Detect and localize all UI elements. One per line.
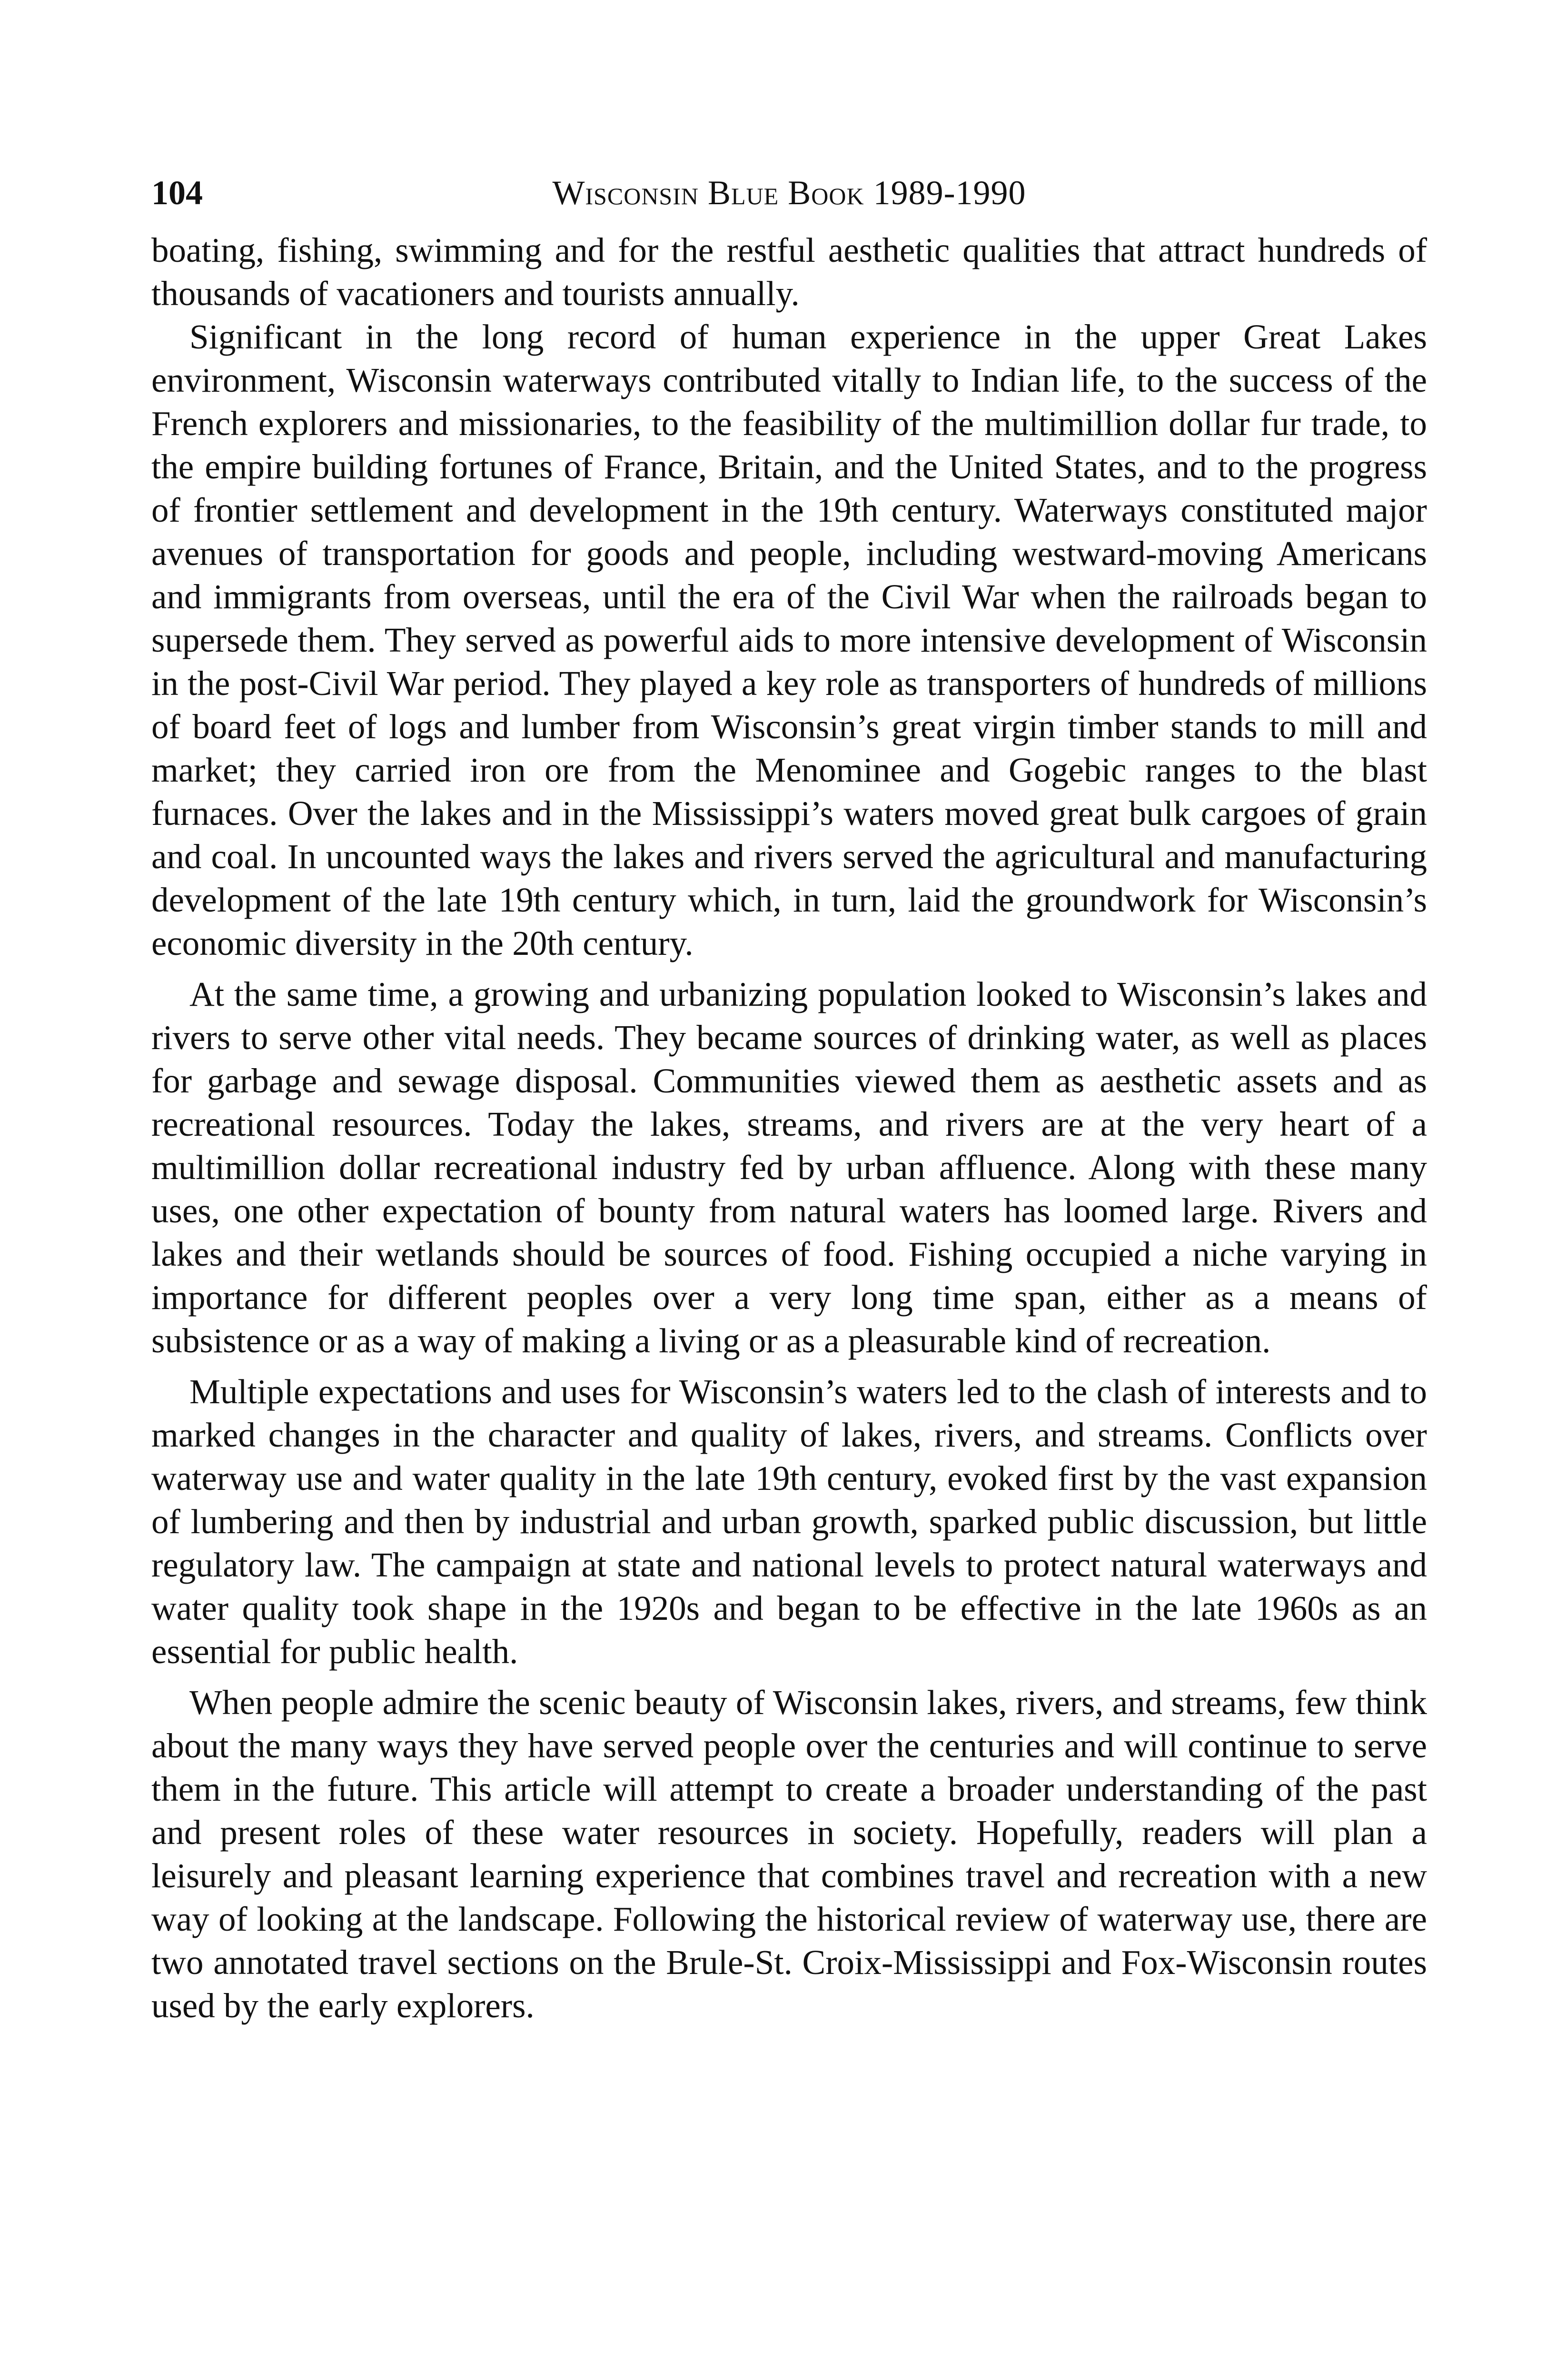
- paragraph-scenic-beauty: When people admire the scenic beauty of Wisconsin lakes, rivers, and streams, few think about the many ways they have served people over the centuries and will continue to serve them in the future. This article will attempt to create a broader understanding of the past and present roles of these water resources in society. Hopefully, readers will plan a leisurely and pleasant learning experience that combines travel and recreation with a new way of looking at the landscape. Following the historical review of waterway use, there are two annotated travel sections on the Brule-St. Croix-Mississippi and Fox-Wisconsin routes used by the early explorers.: [151, 1683, 1427, 2025]
- page-number: 104: [151, 174, 203, 212]
- document-page: [151, 167, 1427, 2027]
- running-header: [151, 167, 1427, 219]
- paragraph-continuation: boating, fishing, swimming and for the restful aesthetic qualities that attract hundreds of thousands of vacationers and tourists annually.: [151, 231, 1427, 313]
- running-title: Wisconsin Blue Book 1989-1990: [552, 174, 1026, 212]
- paragraph-multiple-expectations: Multiple expectations and uses for Wisconsin’s waters led to the clash of interests and to marked changes in the character and quality of lakes, rivers, and streams. Conflicts over waterway use and water quality in the late 19th century, evoked first by the vast expansion of lumbering and then by industrial and urban growth, sparked public discussion, but little regulatory law. The campaign at state and national levels to protect natural waterways and water quality took shape in the 1920s and began to be effective in the late 1960s as an essential for public health.: [151, 1372, 1427, 1671]
- paragraph-waterways-history: Significant in the long record of human experience in the upper Great Lakes environment, Wisconsin waterways contributed vitally to Indian life, to the success of the French explorers and missionaries, to the feasibility of the multimillion dollar fur trade, to the empire building fortunes of France, Britain, and the United States, and to the progress of frontier settlement and development in the 19th century. Waterways constituted major avenues of transportation for goods and people, including westward-moving Americans and immigrants from overseas, until the era of the Civil War when the railroads began to supersede them. They served as powerful aids to more intensive development of Wisconsin in the post-Civil War period. They played a key role as transporters of hundreds of millions of board feet of logs and lumber from Wisconsin’s great virgin timber stands to mill and market; they carried iron ore from the Menominee and Gogebic ranges to the blast furnaces. Over the lakes and in the Mississippi’s waters moved great bulk cargoes of grain and coal. In uncounted ways the lakes and rivers served the agricultural and manufacturing development of the late 19th century which, in turn, laid the groundwork for Wisconsin’s economic diversity in the 20th century.: [151, 317, 1427, 962]
- body-text: [151, 228, 1427, 2027]
- paragraph-urbanizing-population: At the same time, a growing and urbanizing population looked to Wisconsin’s lakes and rivers to serve other vital needs. They became sources of drinking water, as well as places for garbage and sewage disposal. Communities viewed them as aesthetic assets and as recreational resources. Today the lakes, streams, and rivers are at the very heart of a multimillion dollar recreational industry fed by urban affluence. Along with these many uses, one other expectation of bounty from natural waters has loomed large. Rivers and lakes and their wetlands should be sources of food. Fishing occupied a niche varying in importance for different peoples over a very long time span, either as a means of subsistence or as a way of making a living or as a pleasurable kind of recreation.: [151, 975, 1427, 1360]
